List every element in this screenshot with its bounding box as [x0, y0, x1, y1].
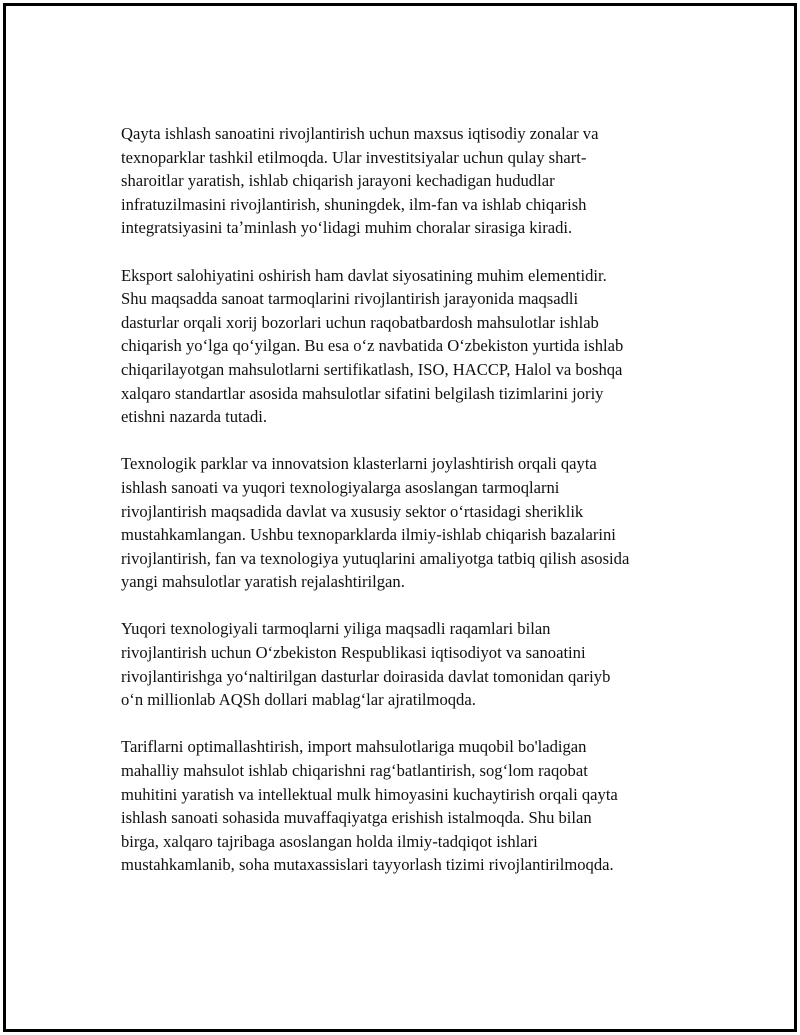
page-frame [3, 3, 797, 1032]
paragraph-2: Eksport salohiyatini oshirish ham davlat siyosatining muhim elementidir. Shu maqsadda sanoat tarmoqlarini rivojlantirish jarayonida maqsadli dasturlar orqali xorij bozorlari uchun raqobatbardosh mahsulotlar ishlab chiqarish yoʻlga qoʻyilgan. Bu esa oʻz navbatida Oʻzbekiston yurtida ishlab chiqarilayotgan mahsulotlarni sertifikatlash, ISO, HACCP, Halol va boshqa xalqaro standartlar asosida mahsulotlar sifatini belgilash tizimlarini joriy etishni nazarda tutadi. [121, 265, 624, 427]
paragraph-4: Yuqori texnologiyali tarmoqlarni yiliga maqsadli raqamlari bilan rivojlantirish uchun Oʻzbekiston Respublikasi iqtisodiyot va sanoatini rivojlantirishga yoʻnaltirilgan dasturlar doirasida davlat tomonidan qariyb oʻn millionlab AQSh dollari mablagʻlar ajratilmoqda. [121, 619, 611, 710]
paragraph-5: Tariflarni optimallashtirish, import mahsulotlariga muqobil bo'ladigan mahalliy mahsulot ishlab chiqarishni ragʻbatlantirish, sogʻlom raqobat muhitini yaratish va intellektual mulk himoyasini kuchaytirish orqali qayta ishlash sanoati sohasida muvaffaqiyatga erishish istalmoqda. Shu bilan birga, xalqaro tajribaga asoslangan holda ilmiy-tadqiqot ishlari mustahkamlanib, soha mutaxassislari tayyorlash tizimi rivojlantirilmoqda. [121, 737, 618, 875]
document-body [121, 122, 696, 901]
paragraph-1: Qayta ishlash sanoatini rivojlantirish uchun maxsus iqtisodiy zonalar va texnoparklar tashkil etilmoqda. Ular investitsiyalar uchun qulay shart- sharoitlar yaratish, ishlab chiqarish jarayoni kechadigan hududlar infratuzilmasini rivojlantirish, shuningdek, ilm-fan va ishlab chiqarish integratsiyasini taʼminlash yoʻlidagi muhim choralar sirasiga kiradi. [121, 124, 599, 238]
paragraph-3: Texnologik parklar va innovatsion klasterlarni joylashtirish orqali qayta ishlash sanoati va yuqori texnologiyalarga asoslangan tarmoqlarni rivojlantirish maqsadida davlat va xususiy sektor oʻrtasidagi sheriklik mustahkamlangan. Ushbu texnoparklarda ilmiy-ishlab chiqarish bazalarini rivojlantirish, fan va texnologiya yutuqlarini amaliyotga tatbiq qilish asosida yangi mahsulotlar yaratish rejalashtirilgan. [121, 454, 630, 592]
